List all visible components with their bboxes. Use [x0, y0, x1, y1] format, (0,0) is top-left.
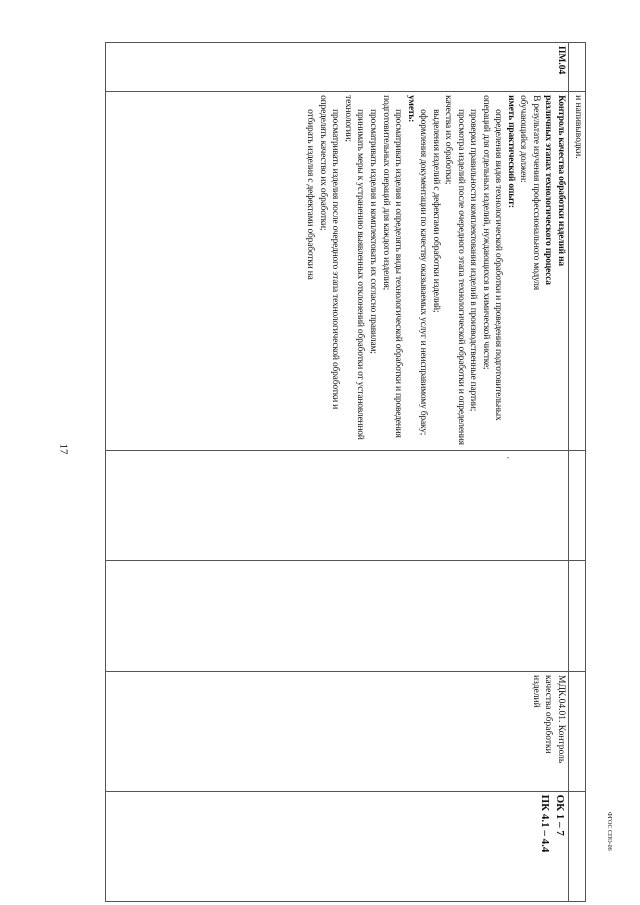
dash-mark: ·	[502, 456, 512, 460]
top-cell-3	[569, 451, 586, 561]
module-title-line1: Контроль качества обработки изделий на	[556, 95, 566, 266]
competencies-pk: ПК 4.1 – 4.4	[539, 794, 552, 853]
experience-heading: иметь практический опыт:	[505, 95, 516, 208]
top-cell-text: и напивыводки.	[569, 92, 586, 451]
top-cell-5	[569, 672, 586, 792]
intro-line1: В результате изучения профессионального модуля	[530, 95, 541, 290]
rotated-table-container	[105, 42, 586, 902]
page-number: 17	[57, 443, 70, 455]
table-row	[569, 43, 586, 902]
skill-item: просматривать изделия после очередного этапа технологической обработки и определять качество их обработки;	[317, 95, 341, 410]
curriculum-table	[105, 42, 586, 902]
top-cell-6	[569, 791, 586, 901]
hours-cell	[106, 451, 569, 561]
experience-item: оформления документации по качеству оказываемых услуг и неисправимому браку;	[418, 109, 429, 436]
footer-code: ФГОС СПО-06	[606, 812, 612, 851]
competencies-ok: ОК 1 – 7	[554, 794, 566, 836]
competencies-cell	[106, 791, 569, 901]
skill-item: просматривать изделия и определять виды технологической обработки и проведения подготовительных операций для каждого изделия;	[380, 95, 404, 438]
skill-item: отбирать изделия с дефектами обработки на	[305, 109, 316, 280]
experience-item: просмотра изделий после очередного этапа технологической обработки и определения качества их обработки;	[443, 95, 466, 445]
top-cell-4	[569, 560, 586, 671]
skill-item: принимать меры к устранению выявленных отклонений обработки от установленной технологии;	[342, 95, 366, 440]
top-cell-code	[569, 43, 586, 92]
module-code: ПМ.04	[106, 43, 569, 92]
experience-item: проверки правильности комплектования изделий в производственные партии;	[468, 109, 479, 412]
module-description	[106, 92, 569, 451]
table-row	[106, 43, 569, 902]
skill-item: просматривать изделия и комплектовать их согласно правилам;	[368, 109, 379, 354]
mdk-cell: МДК.04.01. Контроль качества обработки изделий	[106, 672, 569, 792]
intro-line2: обучающийся должен:	[518, 95, 529, 183]
experience-item: определения видов технологической обработки и проведения подготовительных операций для отдельных изделий, нуждающихся в химической чистке;	[480, 95, 504, 421]
module-title-line2: различных этапах технологического процесса	[543, 95, 554, 285]
experience-item: выделения изделий с дефектами обработки изделий;	[430, 109, 441, 313]
skills-heading: уметь:	[405, 95, 416, 123]
hours-cell-2	[106, 560, 569, 671]
